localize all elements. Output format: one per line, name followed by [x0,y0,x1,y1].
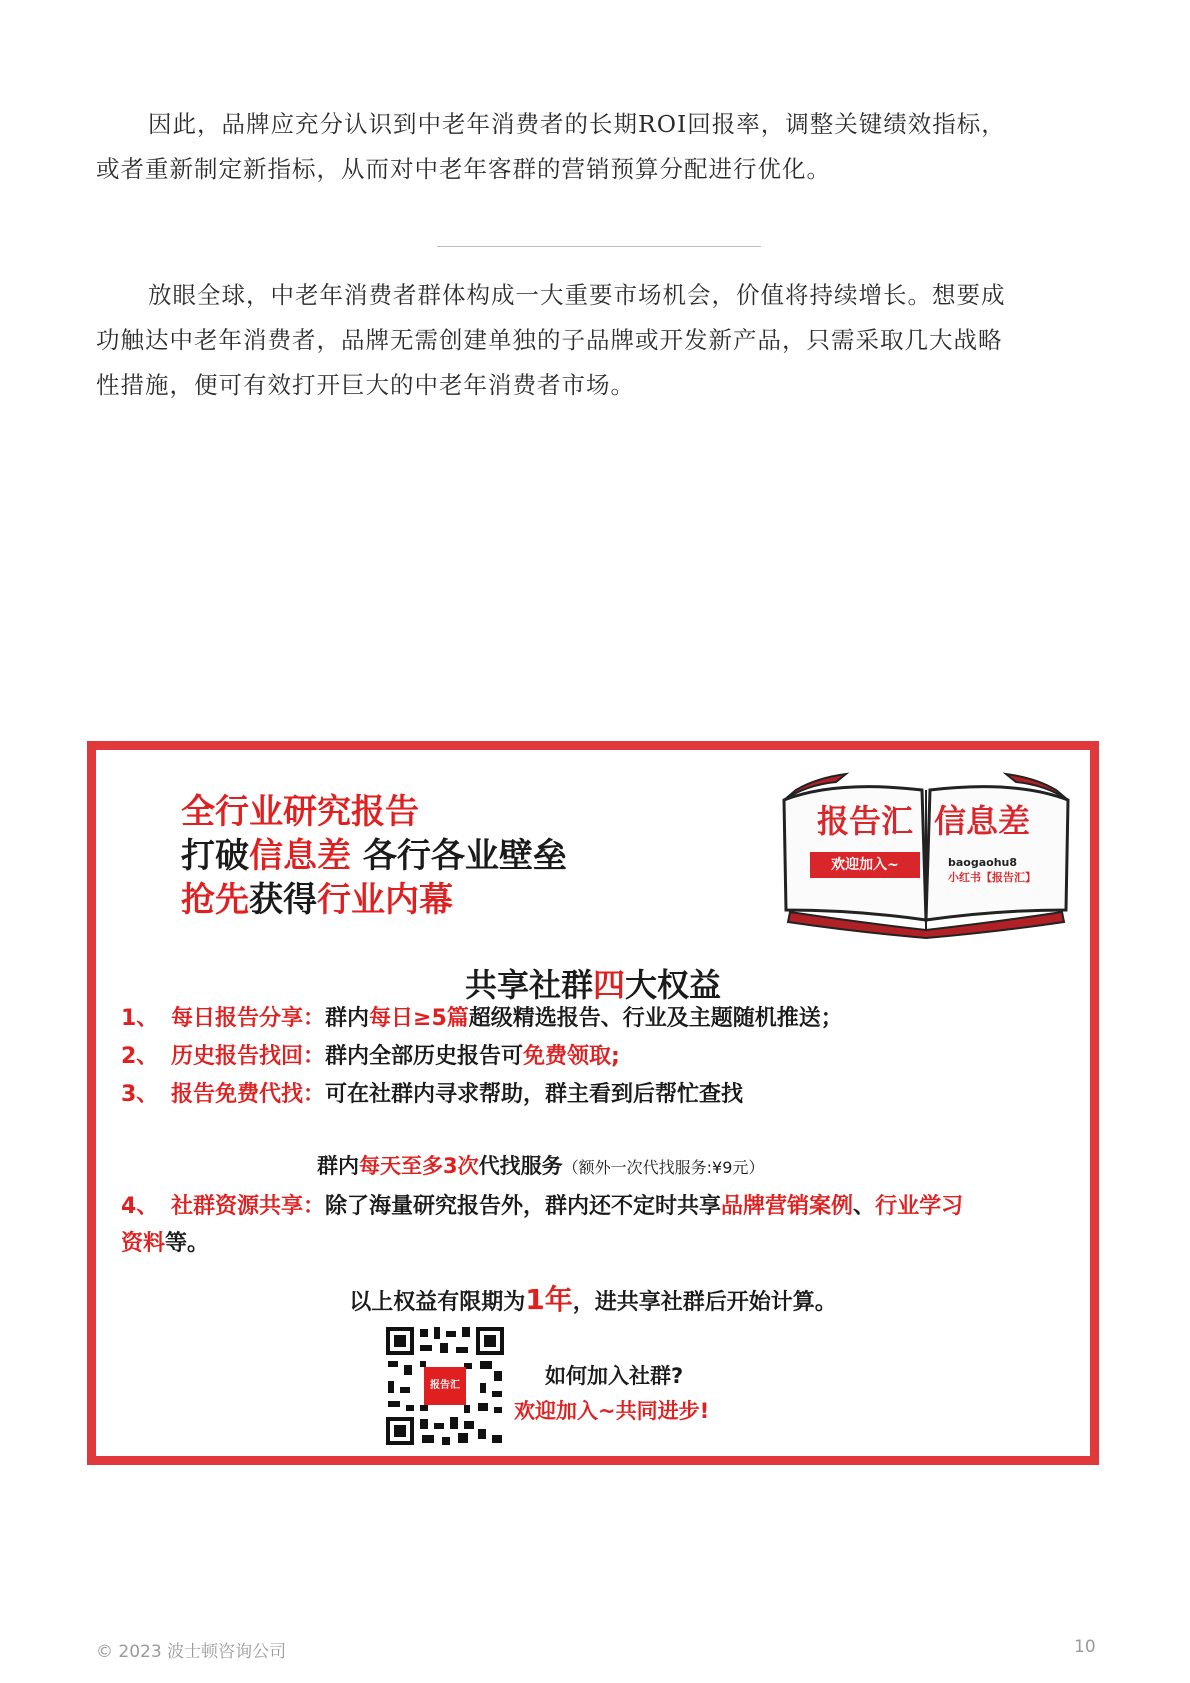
benefit-text: 、 [853,1194,876,1219]
headline-text: 打破 [181,836,249,876]
title-text: 四 [592,966,625,1004]
open-book-illustration [776,760,1076,940]
benefit-highlight: 免费领取; [523,1044,620,1069]
paragraph-line: 放眼全球，中老年消费者群体构成一大重要市场机会，价值将持续增长。想要成 [148,281,1006,309]
paragraph-line: 功触达中老年消费者，品牌无需创建单独的子品牌或开发新产品，只需采取几大战略 [96,326,1003,354]
benefit-3-detail [317,1150,764,1180]
headline-line-1: 全行业研究报告 [181,792,419,832]
benefit-text: 可在社群内寻求帮助，群主看到后帮忙查找 [325,1082,744,1107]
benefit-number: 3、 [121,1082,159,1107]
benefit-highlight: 每日≥5篇 [369,1006,469,1031]
paragraph-global [96,273,1096,408]
headline-text: 各行各业壁垒 [351,836,567,876]
detail-note: （额外一次代找服务:¥9元） [562,1158,765,1177]
headline-text: 信息差 [249,836,351,876]
join-badge: 欢迎加入~ [810,852,920,878]
benefit-number: 1、 [121,1006,159,1031]
headline-text: 获得 [249,880,317,920]
benefit-number: 4、 [121,1194,159,1219]
benefit-label: 每日报告分享： [171,1006,326,1031]
promo-headline [181,790,567,922]
join-answer: 欢迎加入~共同进步! [514,1399,710,1423]
paragraph-line: 或者重新制定新指标，从而对中老年客群的营销预算分配进行优化。 [96,155,831,183]
copyright: © 2023 波士顿咨询公司 [96,1642,287,1662]
benefit-highlight: 品牌营销案例 [721,1194,854,1219]
benefit-text: 群内 [325,1006,370,1031]
account-platform: 小红书【报告汇】 [948,871,1036,884]
detail-highlight: 每天至多3次 [359,1154,479,1178]
benefit-item [121,1040,620,1074]
section-divider [437,246,761,247]
benefit-item [121,1190,963,1224]
validity-note [96,1278,1090,1318]
headline-line-3 [181,878,567,922]
qr-center-label: 报告汇 [430,1380,460,1391]
title-text: 共享社群 [464,966,593,1004]
book-icon [776,760,1076,940]
benefit-item [121,1002,843,1036]
detail-text: 代找服务 [478,1154,563,1178]
validity-text: ，进共享社群后开始计算。 [572,1290,837,1315]
benefit-label: 报告免费代找： [171,1082,326,1107]
benefit-highlight: 资料 [121,1231,166,1256]
book-title-left: 报告汇 [817,802,914,840]
benefit-number: 2、 [121,1044,159,1069]
paragraph-roi [96,102,1096,192]
validity-highlight: 1年 [525,1283,573,1316]
benefit-item [121,1078,743,1112]
benefit-text: 超级精选报告、行业及主题随机推送； [468,1006,843,1031]
page-number: 10 [1074,1637,1096,1657]
benefit-text: 等。 [165,1231,210,1256]
qr-code[interactable] [384,1325,506,1447]
account-id: baogaohu8 [948,856,1018,869]
validity-text: 以上权益有限期为 [349,1290,526,1315]
benefit-label: 历史报告找回： [171,1044,326,1069]
join-question: 如何加入社群? [545,1364,684,1388]
paragraph-line: 性措施，便可有效打开巨大的中老年消费者市场。 [96,371,635,399]
promo-banner [87,741,1099,1465]
headline-line-2 [181,834,567,878]
paragraph-line: 因此，品牌应充分认识到中老年消费者的长期ROI回报率，调整关键绩效指标， [148,110,1006,138]
benefit-label: 社群资源共享： [171,1194,326,1219]
book-title-right: 信息差 [934,802,1031,840]
detail-text: 群内 [317,1154,359,1178]
benefits-title [96,960,1090,1006]
title-text: 大权益 [625,966,722,1004]
benefit-text: 群内全部历史报告可 [325,1044,524,1069]
headline-text: 抢先 [181,880,249,920]
benefit-text: 除了海量研究报告外，群内还不定时共享 [325,1194,722,1219]
benefit-4-continuation [121,1226,209,1257]
benefit-highlight: 行业学习 [875,1194,964,1219]
headline-text: 行业内幕 [317,880,453,920]
